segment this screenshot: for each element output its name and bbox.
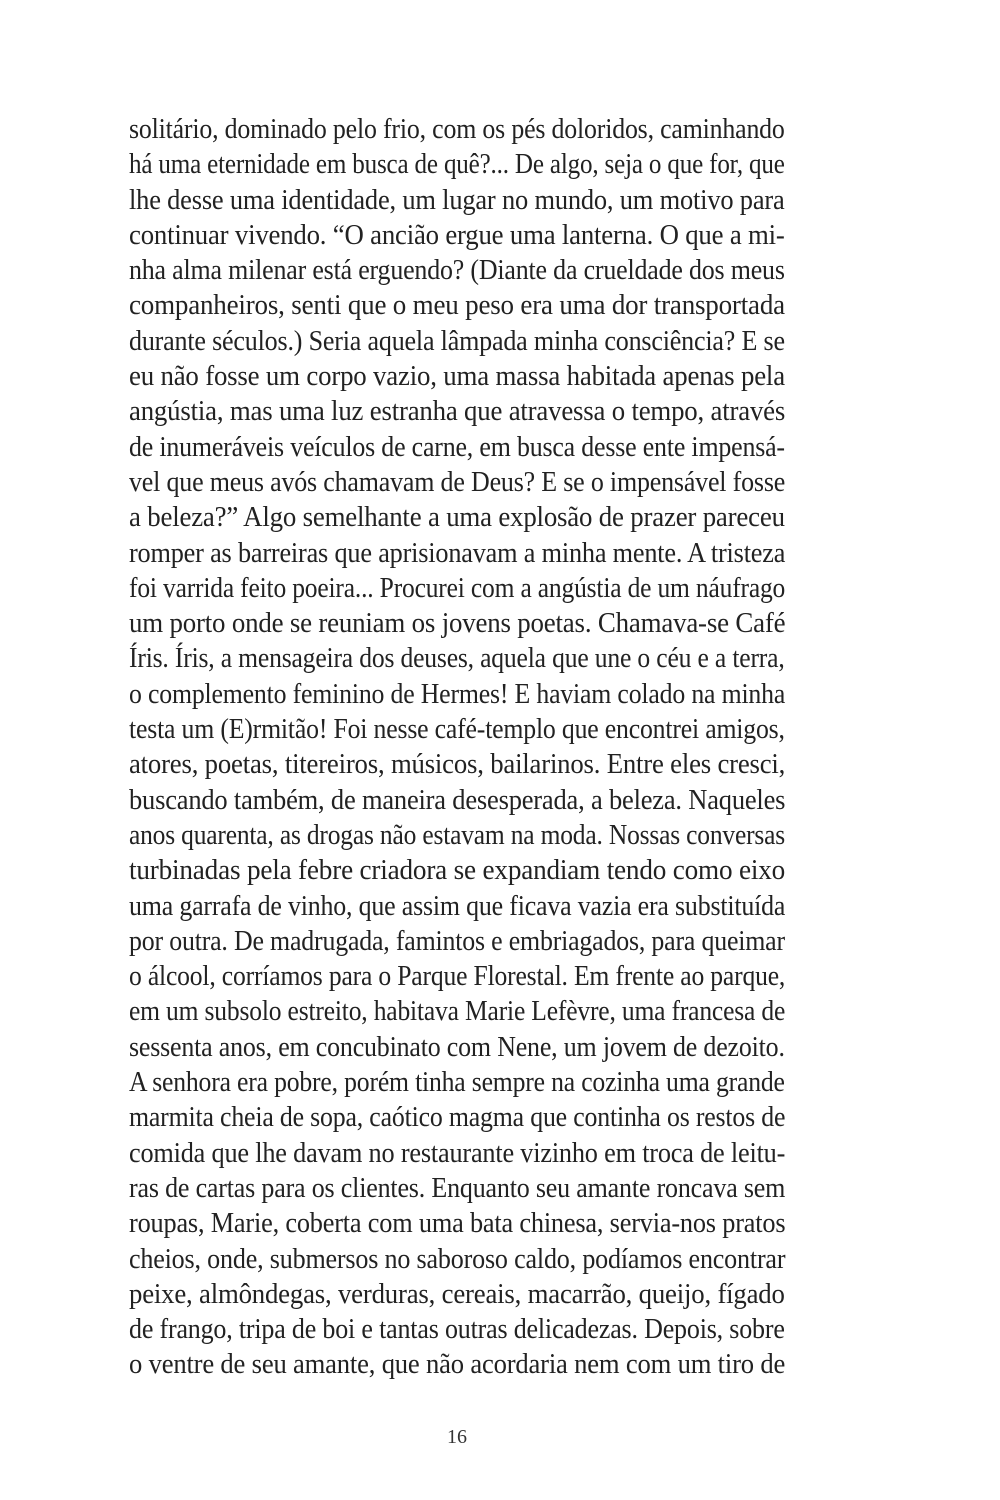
text-line: de inumeráveis veículos de carne, em busca desse ente impensá- [129, 430, 785, 463]
text-line: uma garrafa de vinho, que assim que ficava vazia era substituída [129, 889, 786, 922]
text-line: marmita cheia de sopa, caótico magma que continha os restos de [129, 1101, 786, 1134]
text-line: eu não fosse um corpo vazio, uma massa habitada apenas pela [129, 360, 785, 393]
text-line: Íris. Íris, a mensageira dos deuses, aquela que une o céu e a terra, [129, 642, 785, 675]
text-line: sessenta anos, em concubinato com Nene, um jovem de dezoito. [129, 1030, 785, 1063]
text-block [129, 112, 785, 1383]
text-line: lhe desse uma identidade, um lugar no mundo, um motivo para [129, 183, 785, 216]
text-line: peixe, almôndegas, verduras, cereais, macarrão, queijo, fígado [129, 1277, 785, 1310]
text-line: um porto onde se reuniam os jovens poetas. Chamava-se Café [129, 607, 786, 640]
text-line: durante séculos.) Seria aquela lâmpada minha consciência? E se [129, 324, 785, 357]
text-line: de frango, tripa de boi e tantas outras delicadezas. Depois, sobre [129, 1313, 785, 1346]
text-line: romper as barreiras que aprisionavam a minha mente. A tristeza [129, 536, 786, 569]
text-line: a beleza?” Algo semelhante a uma explosão de prazer pareceu [129, 501, 785, 534]
text-line: atores, poetas, titereiros, músicos, bailarinos. Entre eles cresci, [129, 748, 786, 781]
text-line: comida que lhe davam no restaurante vizinho em troca de leitu- [129, 1136, 786, 1169]
text-line: solitário, dominado pelo frio, com os pés doloridos, caminhando [129, 113, 785, 145]
text-line: buscando também, de maneira desesperada, a beleza. Naqueles [129, 783, 786, 816]
text-line: o ventre de seu amante, que não acordaria nem com um tiro de [129, 1348, 786, 1381]
text-line: o álcool, corríamos para o Parque Florestal. Em frente ao parque, [129, 960, 786, 993]
text-line: há uma eternidade em busca de quê?... De algo, seja o que for, que [129, 148, 785, 181]
page-number: 16 [447, 1426, 467, 1448]
text-line: foi varrida feito poeira... Procurei com a angústia de um náufrago [129, 571, 786, 604]
text-line: o complemento feminino de Hermes! E haviam colado na minha [129, 677, 786, 710]
text-line: testa um (E)rmitão! Foi nesse café-templo que encontrei amigos, [129, 713, 785, 746]
text-line: continuar vivendo. “O ancião ergue uma lanterna. O que a mi- [129, 218, 785, 251]
text-line: anos quarenta, as drogas não estavam na moda. Nossas conversas [129, 818, 786, 851]
text-line: nha alma milenar está erguendo? (Diante da crueldade dos meus [129, 254, 785, 287]
text-line: por outra. De madrugada, famintos e embriagados, para queimar [129, 924, 785, 957]
text-line: A senhora era pobre, porém tinha sempre na cozinha uma grande [129, 1066, 785, 1099]
text-line: ras de cartas para os clientes. Enquanto seu amante roncava sem [129, 1171, 786, 1204]
text-line: cheios, onde, submersos no saboroso caldo, podíamos encontrar [129, 1242, 786, 1275]
text-line: em um subsolo estreito, habitava Marie Lefèvre, uma francesa de [129, 995, 786, 1028]
text-line: vel que meus avós chamavam de Deus? E se o impensável fosse [129, 465, 786, 498]
text-line: companheiros, senti que o meu peso era uma dor transportada [129, 289, 785, 322]
text-line: angústia, mas uma luz estranha que atravessa o tempo, através [129, 395, 786, 428]
text-line: roupas, Marie, coberta com uma bata chinesa, servia-nos pratos [129, 1207, 786, 1240]
text-line: turbinadas pela febre criadora se expandiam tendo como eixo [129, 854, 786, 887]
